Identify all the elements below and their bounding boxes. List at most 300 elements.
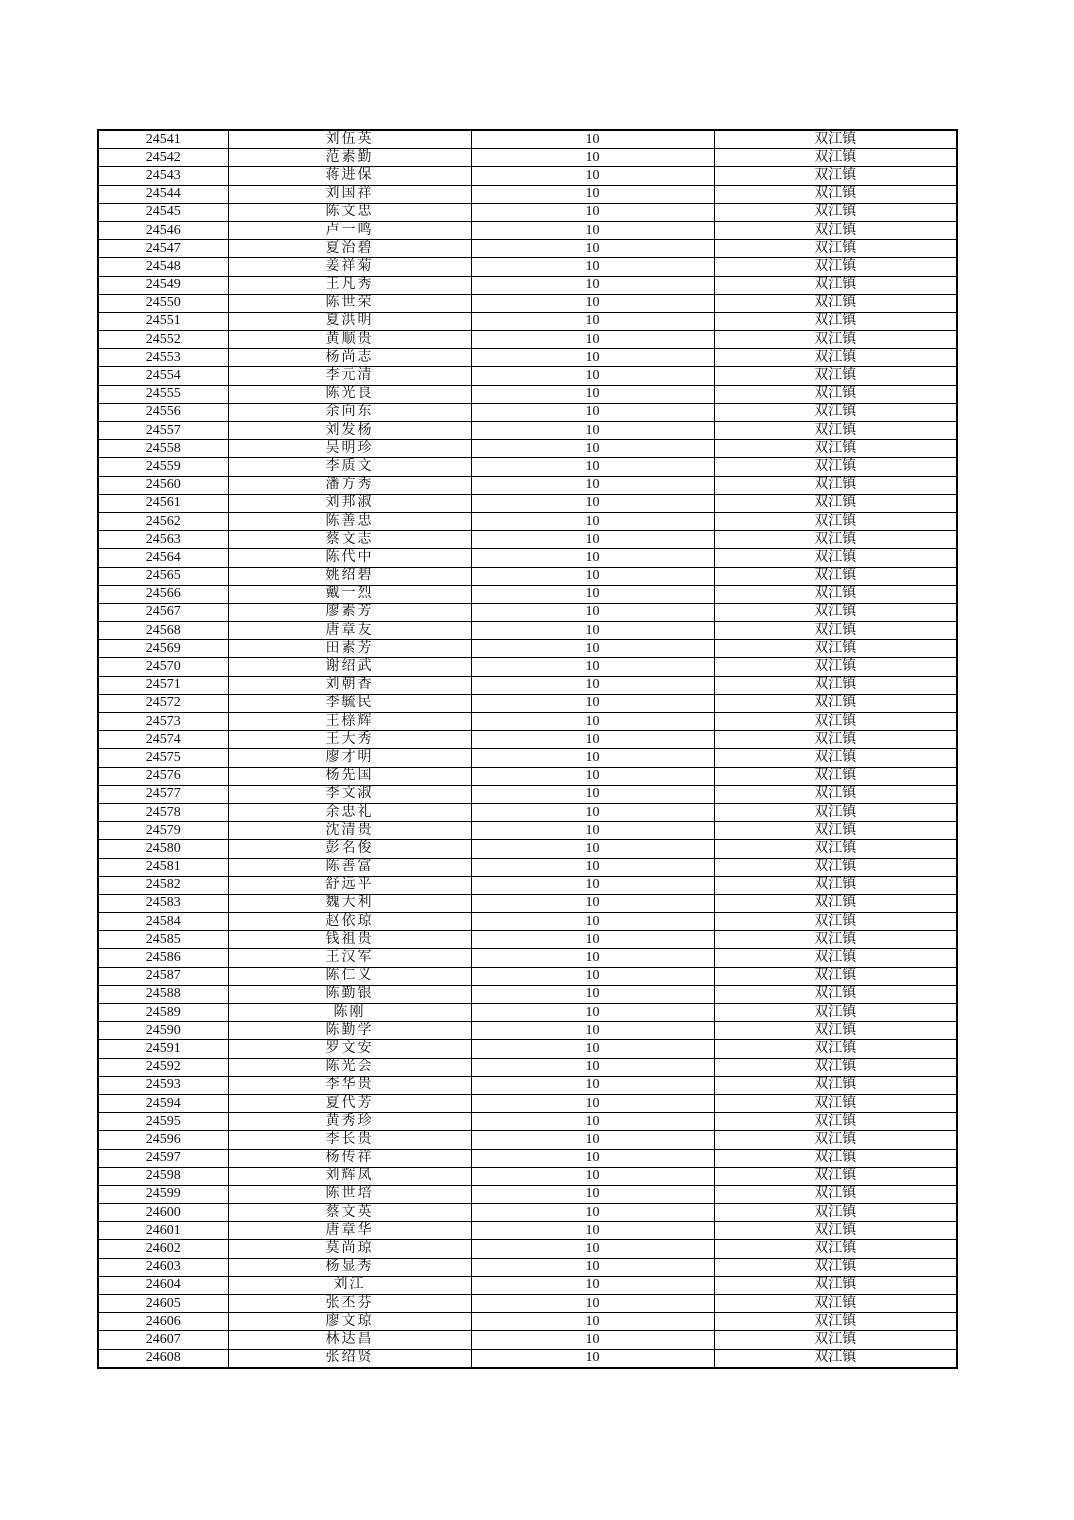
table-row [98, 676, 957, 694]
record-number-cell: 24564 [98, 549, 228, 567]
table-row [98, 458, 957, 476]
person-name-cell: 廖素芳 [228, 603, 471, 621]
table-row [98, 585, 957, 603]
person-name-cell: 蔡文英 [228, 1204, 471, 1222]
town-cell: 双江镇 [714, 1276, 957, 1294]
person-name-cell: 张绍贤 [228, 1349, 471, 1368]
table-row [98, 494, 957, 512]
town-cell: 双江镇 [714, 294, 957, 312]
person-name-cell: 杨先国 [228, 767, 471, 785]
amount-cell: 10 [471, 531, 714, 549]
town-cell: 双江镇 [714, 967, 957, 985]
amount-cell: 10 [471, 203, 714, 221]
town-cell: 双江镇 [714, 1113, 957, 1131]
person-name-cell: 蔡文志 [228, 531, 471, 549]
person-name-cell: 蒋进保 [228, 167, 471, 185]
table-row [98, 1222, 957, 1240]
town-cell: 双江镇 [714, 1004, 957, 1022]
table-row [98, 1276, 957, 1294]
person-name-cell: 唐章华 [228, 1222, 471, 1240]
person-name-cell: 李文淑 [228, 785, 471, 803]
record-number-cell: 24584 [98, 913, 228, 931]
record-number-cell: 24579 [98, 822, 228, 840]
record-number-cell: 24557 [98, 422, 228, 440]
amount-cell: 10 [471, 167, 714, 185]
town-cell: 双江镇 [714, 1185, 957, 1203]
table-row [98, 803, 957, 821]
table-row [98, 403, 957, 421]
amount-cell: 10 [471, 622, 714, 640]
town-cell: 双江镇 [714, 312, 957, 330]
table-row [98, 713, 957, 731]
amount-cell: 10 [471, 767, 714, 785]
amount-cell: 10 [471, 1331, 714, 1349]
amount-cell: 10 [471, 658, 714, 676]
record-number-cell: 24606 [98, 1313, 228, 1331]
table-row [98, 622, 957, 640]
record-number-cell: 24572 [98, 694, 228, 712]
amount-cell: 10 [471, 931, 714, 949]
amount-cell: 10 [471, 785, 714, 803]
person-name-cell: 王凡秀 [228, 276, 471, 294]
roster-table-body [98, 130, 957, 1368]
town-cell: 双江镇 [714, 1149, 957, 1167]
amount-cell: 10 [471, 185, 714, 203]
record-number-cell: 24552 [98, 331, 228, 349]
town-cell: 双江镇 [714, 549, 957, 567]
town-cell: 双江镇 [714, 931, 957, 949]
amount-cell: 10 [471, 1022, 714, 1040]
town-cell: 双江镇 [714, 767, 957, 785]
record-number-cell: 24581 [98, 858, 228, 876]
record-number-cell: 24554 [98, 367, 228, 385]
record-number-cell: 24605 [98, 1295, 228, 1313]
record-number-cell: 24604 [98, 1276, 228, 1294]
amount-cell: 10 [471, 585, 714, 603]
record-number-cell: 24575 [98, 749, 228, 767]
person-name-cell: 王汉军 [228, 949, 471, 967]
table-row [98, 130, 957, 149]
record-number-cell: 24588 [98, 985, 228, 1003]
record-number-cell: 24567 [98, 603, 228, 621]
record-number-cell: 24545 [98, 203, 228, 221]
person-name-cell: 陈仁义 [228, 967, 471, 985]
table-row [98, 240, 957, 258]
town-cell: 双江镇 [714, 822, 957, 840]
table-row [98, 221, 957, 239]
town-cell: 双江镇 [714, 603, 957, 621]
town-cell: 双江镇 [714, 258, 957, 276]
town-cell: 双江镇 [714, 913, 957, 931]
town-cell: 双江镇 [714, 585, 957, 603]
table-row [98, 1204, 957, 1222]
table-row [98, 694, 957, 712]
record-number-cell: 24598 [98, 1167, 228, 1185]
amount-cell: 10 [471, 694, 714, 712]
amount-cell: 10 [471, 1149, 714, 1167]
person-name-cell: 林达昌 [228, 1331, 471, 1349]
town-cell: 双江镇 [714, 713, 957, 731]
table-row [98, 203, 957, 221]
amount-cell: 10 [471, 840, 714, 858]
table-row [98, 1185, 957, 1203]
record-number-cell: 24546 [98, 221, 228, 239]
amount-cell: 10 [471, 967, 714, 985]
record-number-cell: 24608 [98, 1349, 228, 1368]
record-number-cell: 24594 [98, 1094, 228, 1112]
table-row [98, 185, 957, 203]
amount-cell: 10 [471, 440, 714, 458]
record-number-cell: 24580 [98, 840, 228, 858]
person-name-cell: 莫尚琼 [228, 1240, 471, 1258]
town-cell: 双江镇 [714, 221, 957, 239]
town-cell: 双江镇 [714, 949, 957, 967]
amount-cell: 10 [471, 349, 714, 367]
town-cell: 双江镇 [714, 440, 957, 458]
person-name-cell: 刘国祥 [228, 185, 471, 203]
person-name-cell: 陈勤银 [228, 985, 471, 1003]
amount-cell: 10 [471, 894, 714, 912]
record-number-cell: 24576 [98, 767, 228, 785]
amount-cell: 10 [471, 512, 714, 530]
person-name-cell: 沈清贵 [228, 822, 471, 840]
amount-cell: 10 [471, 240, 714, 258]
person-name-cell: 钱祖贵 [228, 931, 471, 949]
roster-table [97, 129, 958, 1369]
person-name-cell: 陈善富 [228, 858, 471, 876]
town-cell: 双江镇 [714, 1167, 957, 1185]
person-name-cell: 田素芳 [228, 640, 471, 658]
record-number-cell: 24541 [98, 130, 228, 149]
record-number-cell: 24544 [98, 185, 228, 203]
amount-cell: 10 [471, 422, 714, 440]
amount-cell: 10 [471, 149, 714, 167]
table-row [98, 1331, 957, 1349]
table-row [98, 1058, 957, 1076]
town-cell: 双江镇 [714, 731, 957, 749]
town-cell: 双江镇 [714, 1022, 957, 1040]
amount-cell: 10 [471, 1076, 714, 1094]
person-name-cell: 夏代芳 [228, 1094, 471, 1112]
amount-cell: 10 [471, 494, 714, 512]
table-row [98, 422, 957, 440]
record-number-cell: 24570 [98, 658, 228, 676]
amount-cell: 10 [471, 312, 714, 330]
table-row [98, 931, 957, 949]
table-row [98, 549, 957, 567]
record-number-cell: 24586 [98, 949, 228, 967]
person-name-cell: 罗文安 [228, 1040, 471, 1058]
person-name-cell: 陈文忠 [228, 203, 471, 221]
record-number-cell: 24542 [98, 149, 228, 167]
table-row [98, 1349, 957, 1368]
record-number-cell: 24602 [98, 1240, 228, 1258]
amount-cell: 10 [471, 1004, 714, 1022]
table-row [98, 876, 957, 894]
town-cell: 双江镇 [714, 1258, 957, 1276]
person-name-cell: 夏治碧 [228, 240, 471, 258]
table-row [98, 1113, 957, 1131]
person-name-cell: 陈代中 [228, 549, 471, 567]
town-cell: 双江镇 [714, 512, 957, 530]
person-name-cell: 李质文 [228, 458, 471, 476]
table-row [98, 822, 957, 840]
town-cell: 双江镇 [714, 494, 957, 512]
town-cell: 双江镇 [714, 567, 957, 585]
table-row [98, 276, 957, 294]
amount-cell: 10 [471, 221, 714, 239]
record-number-cell: 24590 [98, 1022, 228, 1040]
town-cell: 双江镇 [714, 203, 957, 221]
person-name-cell: 魏大利 [228, 894, 471, 912]
town-cell: 双江镇 [714, 658, 957, 676]
person-name-cell: 李长贵 [228, 1131, 471, 1149]
amount-cell: 10 [471, 913, 714, 931]
amount-cell: 10 [471, 1295, 714, 1313]
amount-cell: 10 [471, 985, 714, 1003]
person-name-cell: 杨显秀 [228, 1258, 471, 1276]
person-name-cell: 谢绍武 [228, 658, 471, 676]
table-row [98, 658, 957, 676]
table-row [98, 331, 957, 349]
record-number-cell: 24592 [98, 1058, 228, 1076]
table-row [98, 1094, 957, 1112]
town-cell: 双江镇 [714, 240, 957, 258]
table-row [98, 640, 957, 658]
record-number-cell: 24549 [98, 276, 228, 294]
amount-cell: 10 [471, 458, 714, 476]
person-name-cell: 陈勤学 [228, 1022, 471, 1040]
amount-cell: 10 [471, 549, 714, 567]
amount-cell: 10 [471, 876, 714, 894]
person-name-cell: 赵依琼 [228, 913, 471, 931]
town-cell: 双江镇 [714, 622, 957, 640]
record-number-cell: 24597 [98, 1149, 228, 1167]
town-cell: 双江镇 [714, 167, 957, 185]
amount-cell: 10 [471, 822, 714, 840]
person-name-cell: 刘伍英 [228, 130, 471, 149]
person-name-cell: 刘朝香 [228, 676, 471, 694]
person-name-cell: 陈世荣 [228, 294, 471, 312]
town-cell: 双江镇 [714, 858, 957, 876]
town-cell: 双江镇 [714, 476, 957, 494]
table-row [98, 512, 957, 530]
record-number-cell: 24562 [98, 512, 228, 530]
town-cell: 双江镇 [714, 785, 957, 803]
amount-cell: 10 [471, 603, 714, 621]
record-number-cell: 24561 [98, 494, 228, 512]
table-row [98, 985, 957, 1003]
town-cell: 双江镇 [714, 985, 957, 1003]
person-name-cell: 范素勤 [228, 149, 471, 167]
table-row [98, 1022, 957, 1040]
table-row [98, 894, 957, 912]
person-name-cell: 黄秀珍 [228, 1113, 471, 1131]
table-row [98, 531, 957, 549]
record-number-cell: 24582 [98, 876, 228, 894]
person-name-cell: 戴一烈 [228, 585, 471, 603]
table-row [98, 349, 957, 367]
table-row [98, 440, 957, 458]
table-row [98, 567, 957, 585]
table-row [98, 167, 957, 185]
record-number-cell: 24573 [98, 713, 228, 731]
person-name-cell: 陈刚 [228, 1004, 471, 1022]
amount-cell: 10 [471, 1058, 714, 1076]
table-row [98, 1313, 957, 1331]
town-cell: 双江镇 [714, 349, 957, 367]
town-cell: 双江镇 [714, 1349, 957, 1368]
record-number-cell: 24601 [98, 1222, 228, 1240]
table-row [98, 476, 957, 494]
person-name-cell: 张丕芬 [228, 1295, 471, 1313]
amount-cell: 10 [471, 731, 714, 749]
table-row [98, 1167, 957, 1185]
table-row [98, 749, 957, 767]
record-number-cell: 24558 [98, 440, 228, 458]
record-number-cell: 24568 [98, 622, 228, 640]
town-cell: 双江镇 [714, 694, 957, 712]
person-name-cell: 王大秀 [228, 731, 471, 749]
amount-cell: 10 [471, 640, 714, 658]
amount-cell: 10 [471, 403, 714, 421]
amount-cell: 10 [471, 858, 714, 876]
town-cell: 双江镇 [714, 185, 957, 203]
amount-cell: 10 [471, 367, 714, 385]
document-page [97, 129, 956, 1369]
record-number-cell: 24577 [98, 785, 228, 803]
person-name-cell: 王榇辉 [228, 713, 471, 731]
record-number-cell: 24587 [98, 967, 228, 985]
record-number-cell: 24589 [98, 1004, 228, 1022]
table-row [98, 385, 957, 403]
person-name-cell: 陈世培 [228, 1185, 471, 1203]
table-row [98, 312, 957, 330]
amount-cell: 10 [471, 1258, 714, 1276]
person-name-cell: 廖文琼 [228, 1313, 471, 1331]
table-row [98, 967, 957, 985]
person-name-cell: 舒远平 [228, 876, 471, 894]
table-row [98, 149, 957, 167]
record-number-cell: 24593 [98, 1076, 228, 1094]
amount-cell: 10 [471, 749, 714, 767]
table-row [98, 949, 957, 967]
record-number-cell: 24543 [98, 167, 228, 185]
record-number-cell: 24569 [98, 640, 228, 658]
record-number-cell: 24565 [98, 567, 228, 585]
town-cell: 双江镇 [714, 531, 957, 549]
town-cell: 双江镇 [714, 1040, 957, 1058]
person-name-cell: 刘辉凤 [228, 1167, 471, 1185]
record-number-cell: 24551 [98, 312, 228, 330]
town-cell: 双江镇 [714, 385, 957, 403]
amount-cell: 10 [471, 1040, 714, 1058]
person-name-cell: 刘发杨 [228, 422, 471, 440]
table-row [98, 1295, 957, 1313]
town-cell: 双江镇 [714, 1094, 957, 1112]
town-cell: 双江镇 [714, 403, 957, 421]
person-name-cell: 余忠礼 [228, 803, 471, 821]
record-number-cell: 24591 [98, 1040, 228, 1058]
town-cell: 双江镇 [714, 1131, 957, 1149]
person-name-cell: 李华贵 [228, 1076, 471, 1094]
table-row [98, 731, 957, 749]
person-name-cell: 杨传祥 [228, 1149, 471, 1167]
amount-cell: 10 [471, 130, 714, 149]
town-cell: 双江镇 [714, 1313, 957, 1331]
town-cell: 双江镇 [714, 1204, 957, 1222]
record-number-cell: 24578 [98, 803, 228, 821]
table-row [98, 603, 957, 621]
amount-cell: 10 [471, 258, 714, 276]
record-number-cell: 24560 [98, 476, 228, 494]
person-name-cell: 廖才明 [228, 749, 471, 767]
table-row [98, 785, 957, 803]
person-name-cell: 陈善忠 [228, 512, 471, 530]
table-row [98, 1076, 957, 1094]
table-row [98, 913, 957, 931]
person-name-cell: 刘江 [228, 1276, 471, 1294]
amount-cell: 10 [471, 1167, 714, 1185]
record-number-cell: 24574 [98, 731, 228, 749]
town-cell: 双江镇 [714, 458, 957, 476]
amount-cell: 10 [471, 276, 714, 294]
record-number-cell: 24596 [98, 1131, 228, 1149]
person-name-cell: 姚绍碧 [228, 567, 471, 585]
town-cell: 双江镇 [714, 130, 957, 149]
record-number-cell: 24553 [98, 349, 228, 367]
town-cell: 双江镇 [714, 876, 957, 894]
amount-cell: 10 [471, 476, 714, 494]
person-name-cell: 潘方秀 [228, 476, 471, 494]
table-row [98, 858, 957, 876]
town-cell: 双江镇 [714, 894, 957, 912]
amount-cell: 10 [471, 1204, 714, 1222]
table-row [98, 367, 957, 385]
record-number-cell: 24556 [98, 403, 228, 421]
town-cell: 双江镇 [714, 422, 957, 440]
amount-cell: 10 [471, 713, 714, 731]
person-name-cell: 姜祥菊 [228, 258, 471, 276]
amount-cell: 10 [471, 803, 714, 821]
town-cell: 双江镇 [714, 1331, 957, 1349]
amount-cell: 10 [471, 1313, 714, 1331]
amount-cell: 10 [471, 949, 714, 967]
town-cell: 双江镇 [714, 1222, 957, 1240]
record-number-cell: 24595 [98, 1113, 228, 1131]
town-cell: 双江镇 [714, 640, 957, 658]
amount-cell: 10 [471, 385, 714, 403]
person-name-cell: 余向东 [228, 403, 471, 421]
record-number-cell: 24548 [98, 258, 228, 276]
town-cell: 双江镇 [714, 149, 957, 167]
amount-cell: 10 [471, 331, 714, 349]
amount-cell: 10 [471, 567, 714, 585]
record-number-cell: 24585 [98, 931, 228, 949]
amount-cell: 10 [471, 1349, 714, 1368]
person-name-cell: 吴明珍 [228, 440, 471, 458]
table-row [98, 1131, 957, 1149]
table-row [98, 1149, 957, 1167]
table-row [98, 767, 957, 785]
amount-cell: 10 [471, 1222, 714, 1240]
table-row [98, 840, 957, 858]
person-name-cell: 卢一鸣 [228, 221, 471, 239]
record-number-cell: 24563 [98, 531, 228, 549]
amount-cell: 10 [471, 1113, 714, 1131]
amount-cell: 10 [471, 1240, 714, 1258]
town-cell: 双江镇 [714, 1240, 957, 1258]
